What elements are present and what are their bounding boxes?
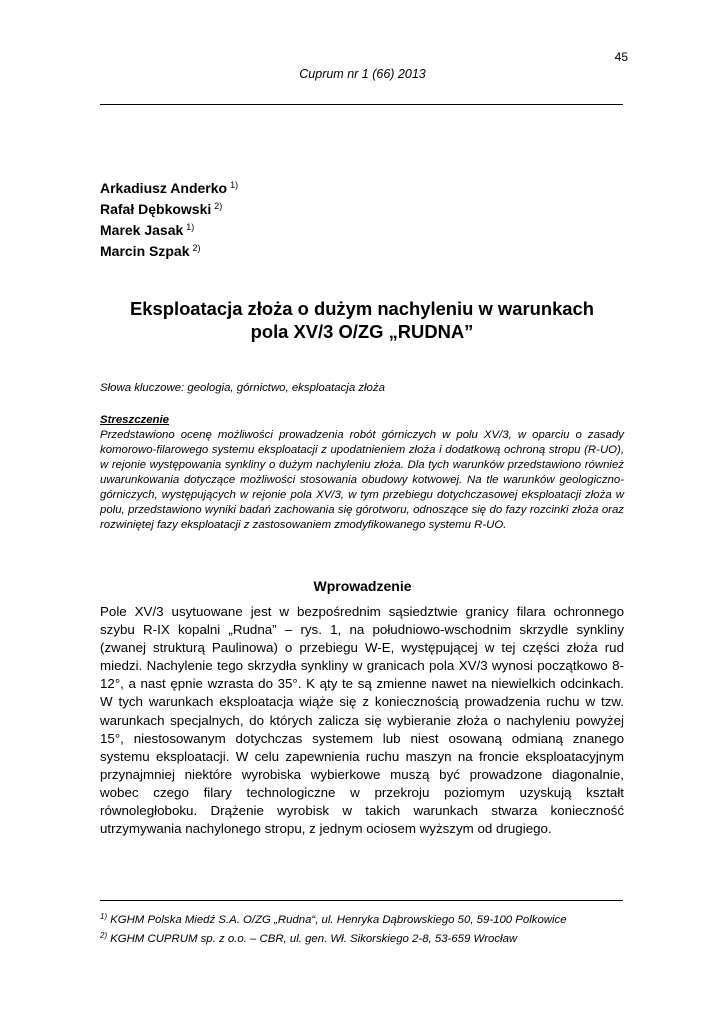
footnotes	[100, 909, 624, 947]
author-name: Marcin Szpak	[100, 243, 190, 259]
page-number: 45	[614, 50, 628, 64]
affiliation-mark: 2)	[214, 201, 223, 211]
author	[100, 218, 238, 239]
section-heading: Wprowadzenie	[313, 578, 412, 594]
header-divider	[100, 104, 623, 105]
author	[100, 197, 238, 218]
footnote-text: KGHM Polska Miedź S.A. O/ZG „Rudna“, ul. Henryka Dąbrowskiego 50, 59-100 Polkowice	[110, 914, 567, 926]
author-name: Arkadiusz Anderko	[100, 180, 228, 196]
footnote-mark: 1)	[100, 912, 108, 921]
author-name: Rafał Dębkowski	[100, 201, 212, 217]
title-line: pola XV/3 O/ZG „RUDNA”	[250, 321, 474, 342]
keywords: Słowa kluczowe: geologia, górnictwo, eksploatacja złoża	[100, 382, 385, 394]
footnote	[100, 928, 624, 947]
author-name: Marek Jasak	[100, 222, 184, 238]
body-paragraph: Pole XV/3 usytuowane jest w bezpośrednim sąsiedztwie granicy filara ochronnego szybu R-IX kopalni „Rudna” – rys. 1, na południowo-wschodnim skrzydle synkliny (zwanej strukturą Paulinowa) o przebiegu W-E, występującej w tej części złoża rud miedzi. Nachylenie tego skrzydła synkliny w granicach pola XV/3 wynosi początkowo 8-12°, a nast ępnie wzrasta do 35°. K ąty te są zmienne nawet na niewielkich odcinkach. W tych warunkach eksploatacja wiąże się z koniecznością prowadzenia ruchu w tzw. warunkach specjalnych, do których zalicza się wybieranie złoża o nachyleniu powyżej 15°, niestosowanym dotychczas systemem lub niest osowaną odmianą znanego systemu eksploatacji. W celu zapewnienia ruchu maszyn na froncie eksploatacyjnym przynajmniej niektóre wyrobiska wybierkowe muszą być prowadzone diagonalnie, wobec czego filary technologiczne w przekroju poziomym uzyskują kształt równoległoboku. Drążenie wyrobisk w takich warunkach stwarza konieczność utrzymywania nachylonego stropu, z jednym ociosem wyższym od drugiego.	[100, 604, 624, 837]
author	[100, 239, 238, 260]
footnote-divider	[100, 900, 623, 901]
affiliation-mark: 2)	[192, 243, 201, 253]
footnote-mark: 2)	[100, 931, 108, 940]
abstract	[100, 413, 624, 533]
abstract-text: Przedstawiono ocenę możliwości prowadzenia robót górniczych w polu XV/3, w oparciu o zasady komorowo-filarowego systemu eksploatacji z upodatnieniem złoża i dodatkową ochroną stropu (R-UO), w rejonie występowania synkliny o dużym nachyleniu złoża. Dla tych warunków przedstawiono również uwarunkowania dotyczące możliwości stosowania obudowy kotwowej. Na tle warunków geologiczno-górniczych, występujących w rejonie pola XV/3, w tym przebiegu dotychczasowej eksploatacji złoża w polu, przedstawiono wyniki badań zachowania się górotworu, odnoszące się do fazy rozcinki złoża oraz rozwiniętej fazy eksploatacji z zastosowaniem zmodyfikowanego systemu R-UO.	[100, 429, 624, 532]
affiliation-mark: 1)	[230, 180, 239, 190]
author	[100, 176, 238, 197]
footnote	[100, 909, 624, 928]
journal-header: Cuprum nr 1 (66) 2013	[299, 67, 426, 81]
title-line: Eksploatacja złoża o dużym nachyleniu w warunkach	[130, 298, 594, 319]
abstract-heading: Streszczenie	[100, 414, 170, 426]
affiliation-mark: 1)	[186, 222, 195, 232]
author-list	[100, 176, 238, 260]
paper-title	[100, 297, 624, 343]
footnote-text: KGHM CUPRUM sp. z o.o. – CBR, ul. gen. Wł. Sikorskiego 2-8, 53-659 Wrocław	[110, 933, 518, 945]
